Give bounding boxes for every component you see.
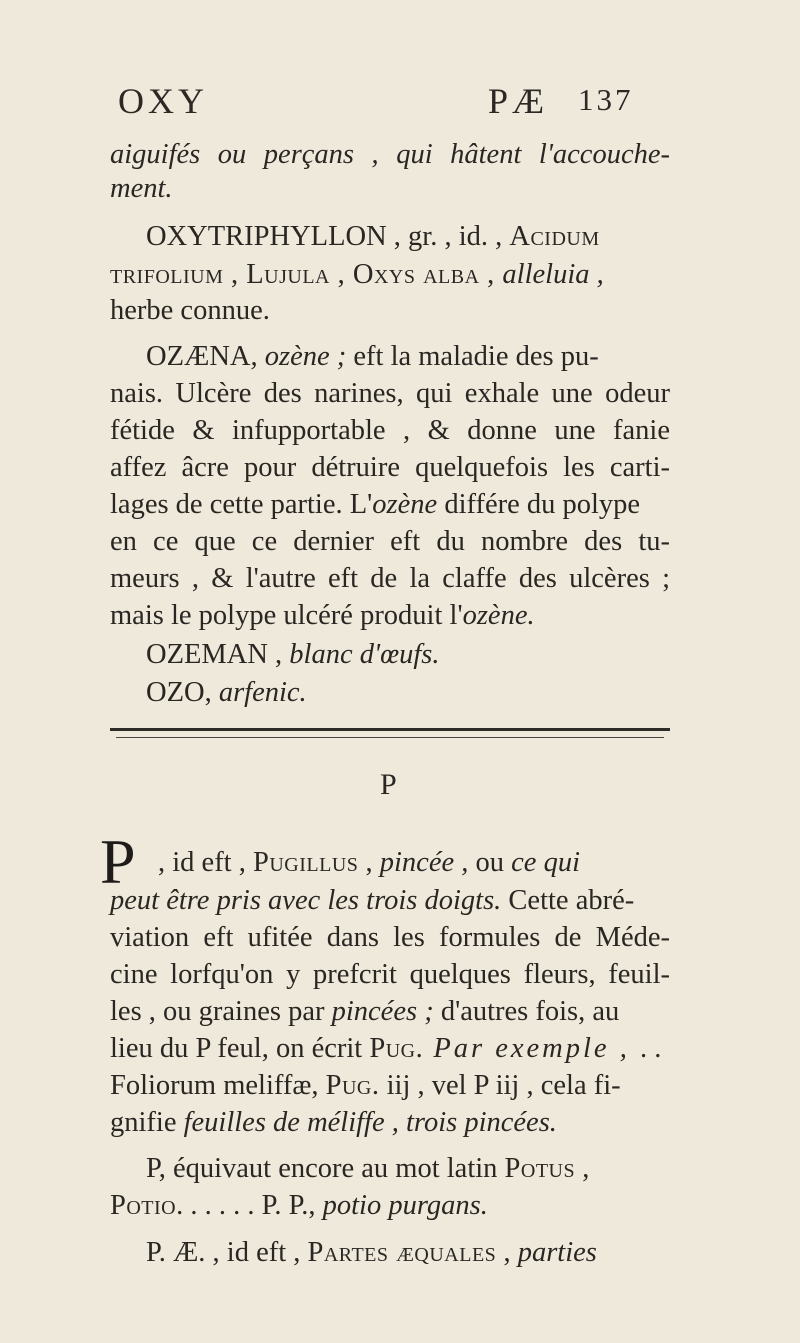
section-letter: P (380, 768, 397, 801)
text-span: aiguifés ou perçans , qui hâtent l'accouche- (110, 139, 670, 170)
text-span: fétide & infupportable , & donne une fanie (110, 415, 670, 446)
entry-headword: OZÆNA (146, 341, 251, 372)
page-number: 137 (578, 82, 634, 117)
text-span: affez âcre pour détruire quelquefois les carti- (110, 452, 670, 483)
text-span: , ozène ; (250, 341, 347, 372)
text-span: pincées ; (331, 996, 434, 1027)
entry-headword: OZO (146, 677, 205, 708)
text-line (110, 597, 670, 635)
entry-headword: OXYTRIPHYLLON (146, 221, 387, 252)
text-line (110, 1104, 670, 1142)
text-span: lages de cette partie. L' (110, 489, 373, 520)
text-line (110, 449, 670, 487)
text-span: nais. Ulcère des narines, qui exhale une odeur (110, 378, 670, 409)
entry-ozo (146, 674, 670, 712)
text-span: arfenic. (218, 677, 307, 708)
text-span: lieu du P feul, on écrit (110, 1033, 370, 1064)
text-span: Potio (110, 1190, 177, 1221)
text-line (110, 956, 670, 994)
text-span: pincée , (379, 847, 476, 878)
text-line (110, 412, 670, 450)
text-span: feuilles de méliffe , trois pincées. (183, 1107, 557, 1138)
text-span: , (204, 677, 219, 708)
text-span: Cette abré- (501, 885, 635, 916)
running-header (108, 80, 668, 128)
text-line (110, 919, 670, 957)
text-span: gnifie (110, 1107, 184, 1138)
text-span: viation eft ufitée dans les formules de Méde- (110, 922, 670, 953)
text-span: potio purgans. (322, 1190, 488, 1221)
text-line (110, 136, 670, 174)
entry-ozaena (146, 338, 670, 376)
text-span: eft la maladie des pu- (346, 341, 599, 372)
header-right-word: PÆ (488, 81, 549, 121)
text-span: différe du polype (437, 489, 641, 520)
text-span: ment. (110, 173, 173, 204)
text-span: Partes æquales (307, 1237, 497, 1268)
text-span: Pugillus (252, 847, 359, 878)
text-span: , (575, 1153, 590, 1184)
text-span: Pug. (325, 1070, 380, 1101)
text-span: . . . . . . P. P., (176, 1190, 323, 1221)
section-divider (110, 728, 670, 731)
text-span: , (496, 1237, 518, 1268)
text-line (146, 1150, 670, 1188)
entry-oxytriphyllon (146, 218, 670, 256)
text-line (110, 1187, 670, 1225)
text-span: Par exemple , (423, 1033, 640, 1064)
text-span: ozène (372, 489, 438, 520)
text-line (110, 882, 670, 920)
text-span: mais le polype ulcéré produit l' (110, 600, 463, 631)
entry-ozeman (146, 636, 670, 674)
text-line (110, 256, 670, 294)
text-line (110, 486, 670, 524)
text-span: , id eft , (158, 847, 253, 878)
text-span: iij , vel P iij , cela fi- (379, 1070, 621, 1101)
text-span: parties (517, 1237, 597, 1268)
section-divider-thin (116, 737, 664, 738)
text-span: meurs , & l'autre eft de la claffe des ulcères ; (110, 563, 670, 594)
text-line (110, 1030, 670, 1068)
text-span: ce qui (511, 847, 580, 878)
text-span: d'autres fois, au (433, 996, 620, 1027)
text-span: , gr. , id. , (386, 221, 510, 252)
text-span: blanc d'œufs. (289, 639, 440, 670)
text-line (110, 993, 670, 1031)
text-line (110, 170, 670, 208)
text-span: Acidum (509, 221, 600, 252)
text-line (110, 1067, 670, 1105)
text-span: . . (639, 1033, 662, 1064)
drop-cap: P (100, 826, 136, 897)
text-span: Foliorum meliffæ, (110, 1070, 326, 1101)
text-span: cine lorfqu'on y prefcrit quelques fleurs, feuil- (110, 959, 670, 990)
text-span: les , ou graines par (110, 996, 332, 1027)
text-span: , (358, 847, 380, 878)
text-line (110, 523, 670, 561)
text-span: alleluia , (502, 259, 604, 290)
text-span: peut être pris avec les trois doigts. (110, 885, 502, 916)
text-span: P, équivaut encore au mot latin (146, 1153, 505, 1184)
text-line (110, 292, 670, 330)
entry-headword: OZEMAN (146, 639, 268, 670)
text-span: Potus (504, 1153, 576, 1184)
text-line (146, 1234, 670, 1272)
text-span: en ce que ce dernier eft du nombre des tu- (110, 526, 670, 557)
text-span: ozène. (462, 600, 535, 631)
text-line (110, 375, 670, 413)
text-span: P. Æ. , id eft , (146, 1237, 308, 1268)
text-span: herbe connue. (110, 295, 270, 326)
text-span: Pug. (369, 1033, 424, 1064)
header-left-word: OXY (118, 81, 208, 121)
text-span: trifolium , Lujula , Oxys alba , (110, 259, 503, 290)
text-span: , (267, 639, 290, 670)
text-line (110, 560, 670, 598)
text-span: ou (475, 847, 512, 878)
entry-p (158, 844, 670, 882)
